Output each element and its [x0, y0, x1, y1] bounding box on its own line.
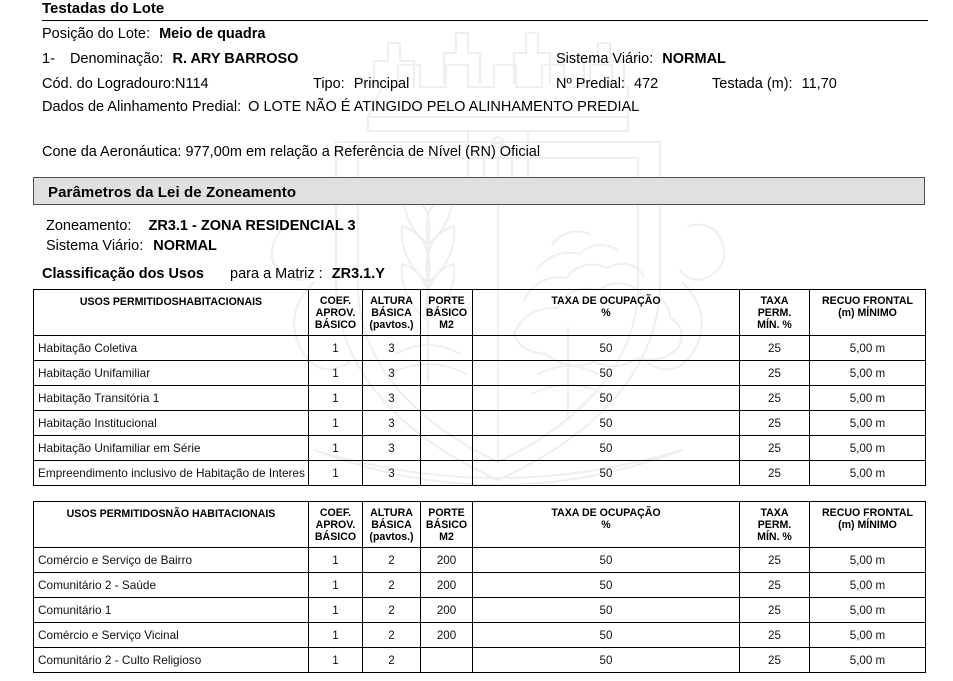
- col-header-recuo-frontal: [810, 502, 926, 548]
- cell-uso: Comunitário 1: [34, 598, 309, 623]
- posicao-do-lote-value: Meio de quadra: [159, 26, 266, 42]
- denominacao-row: [42, 52, 298, 67]
- cell-taxa-ocupacao: 50: [473, 461, 740, 486]
- tipo-label: Tipo:: [313, 76, 345, 92]
- col-header-perm-l3: MÍN. %: [757, 530, 792, 543]
- cell-taxa-ocupacao: 50: [473, 548, 740, 573]
- cell-altura-basica: 3: [363, 361, 421, 386]
- col-header-recuo-l2: (m) MÍNIMO: [838, 306, 897, 319]
- col-header-usos: USOS PERMITIDOSHABITACIONAIS: [34, 290, 309, 336]
- table-usos-habitacionais: [33, 289, 926, 486]
- numero-predial-value: 472: [634, 76, 659, 92]
- cell-taxa-perm-min: 25: [740, 436, 810, 461]
- cell-coef-aprov-basico: 1: [309, 548, 363, 573]
- testada-metros-label: Testada (m):: [712, 76, 793, 92]
- table-row: [34, 436, 926, 461]
- cell-coef-aprov-basico: 1: [309, 411, 363, 436]
- sistema-viario-testada-row: [556, 52, 726, 67]
- col-header-coef-l3: BÁSICO: [314, 530, 357, 543]
- table-row: [34, 386, 926, 411]
- col-header-perm-l2: PERM.: [757, 518, 792, 531]
- cell-recuo-frontal: 5,00 m: [810, 598, 926, 623]
- cell-porte-basico: 200: [421, 548, 473, 573]
- cell-coef-aprov-basico: 1: [309, 386, 363, 411]
- col-header-coef-l3: BÁSICO: [314, 318, 357, 331]
- cell-recuo-frontal: 5,00 m: [810, 436, 926, 461]
- cell-coef-aprov-basico: 1: [309, 623, 363, 648]
- col-header-altura-l2: BÁSICA: [371, 306, 412, 319]
- col-header-altura-l3: (pavtos.): [369, 318, 414, 331]
- cell-altura-basica: 3: [363, 461, 421, 486]
- sistema-viario-zona-label: Sistema Viário:: [46, 238, 144, 254]
- cell-coef-aprov-basico: 1: [309, 461, 363, 486]
- cell-porte-basico: 200: [421, 598, 473, 623]
- cell-coef-aprov-basico: 1: [309, 648, 363, 673]
- cell-porte-basico: [421, 436, 473, 461]
- cell-uso: Habitação Unifamiliar: [34, 361, 309, 386]
- cell-recuo-frontal: 5,00 m: [810, 386, 926, 411]
- sistema-viario-zona-row: [46, 239, 217, 254]
- col-header-coef: [309, 502, 363, 548]
- cell-porte-basico: [421, 336, 473, 361]
- col-header-perm-l1: TAXA: [760, 507, 789, 519]
- cell-coef-aprov-basico: 1: [309, 361, 363, 386]
- col-header-taxa-ocupacao: [473, 290, 740, 336]
- col-header-taxa-perm: [740, 290, 810, 336]
- col-header-porte-l2: BÁSICO: [425, 306, 468, 319]
- cell-uso: Comércio e Serviço de Bairro: [34, 548, 309, 573]
- cell-uso: Empreendimento inclusivo de Habitação de Interes: [34, 461, 309, 486]
- cell-altura-basica: 2: [363, 648, 421, 673]
- col-header-coef-l1: COEF.: [319, 507, 352, 519]
- cell-uso: Comunitário 2 - Culto Religioso: [34, 648, 309, 673]
- cell-recuo-frontal: 5,00 m: [810, 573, 926, 598]
- cell-coef-aprov-basico: 1: [309, 436, 363, 461]
- cell-uso: Habitação Coletiva: [34, 336, 309, 361]
- cell-recuo-frontal: 5,00 m: [810, 361, 926, 386]
- table-nao-habitacionais-body: [34, 548, 926, 673]
- cell-altura-basica: 3: [363, 336, 421, 361]
- table-row: [34, 648, 926, 673]
- cell-altura-basica: 2: [363, 548, 421, 573]
- cell-taxa-ocupacao: 50: [473, 336, 740, 361]
- denominacao-label: Denominação:: [69, 51, 164, 67]
- cell-recuo-frontal: 5,00 m: [810, 648, 926, 673]
- col-header-altura: [363, 290, 421, 336]
- col-header-altura: [363, 502, 421, 548]
- table-usos-nao-habitacionais: [33, 501, 926, 673]
- testada-item-number: 1-: [42, 51, 55, 67]
- testada-metros-value: 11,70: [801, 76, 837, 92]
- numero-predial-label: Nº Predial:: [556, 76, 625, 92]
- zoneamento-row: [46, 219, 356, 234]
- cell-taxa-ocupacao: 50: [473, 386, 740, 411]
- col-header-perm-l1: TAXA: [760, 295, 789, 307]
- cell-taxa-ocupacao: 50: [473, 598, 740, 623]
- col-header-porte: [421, 502, 473, 548]
- col-header-recuo-l2: (m) MÍNIMO: [838, 518, 897, 531]
- table-row: [34, 573, 926, 598]
- table-habitacionais-body: [34, 336, 926, 486]
- matriz-value: ZR3.1.Y: [331, 266, 385, 282]
- table-row: [34, 598, 926, 623]
- cell-taxa-perm-min: 25: [740, 623, 810, 648]
- col-header-altura-l1: ALTURA: [370, 295, 413, 307]
- table-row: [34, 548, 926, 573]
- col-header-taxa-l2: %: [601, 518, 611, 531]
- table-row: [34, 361, 926, 386]
- table-row: [34, 623, 926, 648]
- cell-taxa-perm-min: 25: [740, 598, 810, 623]
- table-header-row: [34, 290, 926, 336]
- cell-taxa-perm-min: 25: [740, 361, 810, 386]
- cell-porte-basico: [421, 648, 473, 673]
- table-row: [34, 411, 926, 436]
- parametros-banner-title: Parâmetros da Lei de Zoneamento: [48, 184, 297, 201]
- table-row: [34, 461, 926, 486]
- tipo-row: [313, 77, 409, 92]
- zoneamento-label: Zoneamento:: [46, 218, 132, 234]
- cell-altura-basica: 2: [363, 598, 421, 623]
- table-header-row: [34, 502, 926, 548]
- col-header-taxa-perm: [740, 502, 810, 548]
- alinhamento-predial-label: Dados de Alinhamento Predial:: [42, 99, 242, 115]
- col-header-recuo-l1: RECUO FRONTAL: [821, 295, 914, 307]
- zoneamento-value: ZR3.1 - ZONA RESIDENCIAL 3: [148, 218, 356, 234]
- cell-recuo-frontal: 5,00 m: [810, 548, 926, 573]
- col-header-perm-l2: PERM.: [757, 306, 792, 319]
- cell-coef-aprov-basico: 1: [309, 336, 363, 361]
- col-header-taxa-l1: TAXA DE OCUPAÇÃO: [551, 507, 661, 519]
- col-header-porte: [421, 290, 473, 336]
- cell-taxa-perm-min: 25: [740, 648, 810, 673]
- cell-porte-basico: 200: [421, 623, 473, 648]
- cell-taxa-ocupacao: 50: [473, 436, 740, 461]
- cell-altura-basica: 3: [363, 386, 421, 411]
- col-header-coef: [309, 290, 363, 336]
- col-header-altura-l2: BÁSICA: [371, 518, 412, 531]
- cell-taxa-perm-min: 25: [740, 548, 810, 573]
- cell-taxa-ocupacao: 50: [473, 361, 740, 386]
- col-header-porte-l1: PORTE: [428, 507, 465, 519]
- cell-recuo-frontal: 5,00 m: [810, 623, 926, 648]
- cell-taxa-perm-min: 25: [740, 461, 810, 486]
- col-header-usos: USOS PERMITIDOSNÃO HABITACIONAIS: [34, 502, 309, 548]
- sistema-viario-testada-label: Sistema Viário:: [556, 51, 654, 67]
- posicao-do-lote-row: [42, 27, 265, 42]
- cell-taxa-perm-min: 25: [740, 386, 810, 411]
- cell-taxa-ocupacao: 50: [473, 648, 740, 673]
- alinhamento-predial-row: [42, 100, 639, 115]
- posicao-do-lote-label: Posição do Lote:: [42, 26, 151, 42]
- col-header-recuo-frontal: [810, 290, 926, 336]
- numero-predial-row: [556, 77, 658, 92]
- col-header-recuo-l1: RECUO FRONTAL: [821, 507, 914, 519]
- testada-metros-row: [712, 77, 837, 92]
- sistema-viario-testada-value: NORMAL: [662, 51, 726, 67]
- cell-taxa-ocupacao: 50: [473, 411, 740, 436]
- col-header-taxa-l1: TAXA DE OCUPAÇÃO: [551, 295, 661, 307]
- col-header-porte-l3: M2: [439, 318, 454, 331]
- col-header-porte-l2: BÁSICO: [425, 518, 468, 531]
- cell-porte-basico: [421, 361, 473, 386]
- sistema-viario-zona-value: NORMAL: [153, 238, 217, 254]
- cell-porte-basico: [421, 411, 473, 436]
- classificacao-usos-label: Classificação dos Usos: [42, 266, 204, 282]
- cell-porte-basico: 200: [421, 573, 473, 598]
- tipo-value: Principal: [353, 76, 410, 92]
- col-header-coef-l2: APROV.: [315, 518, 356, 531]
- cell-recuo-frontal: 5,00 m: [810, 461, 926, 486]
- cell-uso: Habitação Unifamiliar em Série: [34, 436, 309, 461]
- denominacao-value: R. ARY BARROSO: [172, 51, 299, 67]
- cell-altura-basica: 3: [363, 436, 421, 461]
- cell-porte-basico: [421, 461, 473, 486]
- cell-uso: Habitação Institucional: [34, 411, 309, 436]
- cod-logradouro: Cód. do Logradouro:N114: [42, 76, 209, 92]
- parametros-banner: [33, 177, 925, 205]
- col-header-porte-l3: M2: [439, 530, 454, 543]
- cell-taxa-perm-min: 25: [740, 411, 810, 436]
- cell-recuo-frontal: 5,00 m: [810, 411, 926, 436]
- col-header-altura-l1: ALTURA: [370, 507, 413, 519]
- cell-porte-basico: [421, 386, 473, 411]
- col-header-taxa-l2: %: [601, 306, 611, 319]
- section-title-testadas: Testadas do Lote: [42, 0, 928, 21]
- cell-taxa-perm-min: 25: [740, 573, 810, 598]
- cell-uso: Habitação Transitória 1: [34, 386, 309, 411]
- col-header-porte-l1: PORTE: [428, 295, 465, 307]
- cell-coef-aprov-basico: 1: [309, 573, 363, 598]
- table-row: [34, 336, 926, 361]
- matriz-label: para a Matriz :: [230, 266, 323, 282]
- cell-altura-basica: 3: [363, 411, 421, 436]
- col-header-coef-l2: APROV.: [315, 306, 356, 319]
- cone-aeronautica: Cone da Aeronáutica: 977,00m em relação a Referência de Nível (RN) Oficial: [42, 144, 541, 160]
- col-header-taxa-ocupacao: [473, 502, 740, 548]
- cell-taxa-ocupacao: 50: [473, 623, 740, 648]
- cell-coef-aprov-basico: 1: [309, 598, 363, 623]
- col-header-perm-l3: MÍN. %: [757, 318, 792, 331]
- cell-taxa-perm-min: 25: [740, 336, 810, 361]
- cell-altura-basica: 2: [363, 573, 421, 598]
- cell-recuo-frontal: 5,00 m: [810, 336, 926, 361]
- cell-uso: Comunitário 2 - Saúde: [34, 573, 309, 598]
- cell-taxa-ocupacao: 50: [473, 573, 740, 598]
- cell-altura-basica: 2: [363, 623, 421, 648]
- col-header-coef-l1: COEF.: [319, 295, 352, 307]
- cell-uso: Comércio e Serviço Vicinal: [34, 623, 309, 648]
- alinhamento-predial-value: O LOTE NÃO É ATINGIDO PELO ALINHAMENTO PREDIAL: [248, 99, 640, 115]
- col-header-altura-l3: (pavtos.): [369, 530, 414, 543]
- classificacao-usos-row: [42, 267, 385, 282]
